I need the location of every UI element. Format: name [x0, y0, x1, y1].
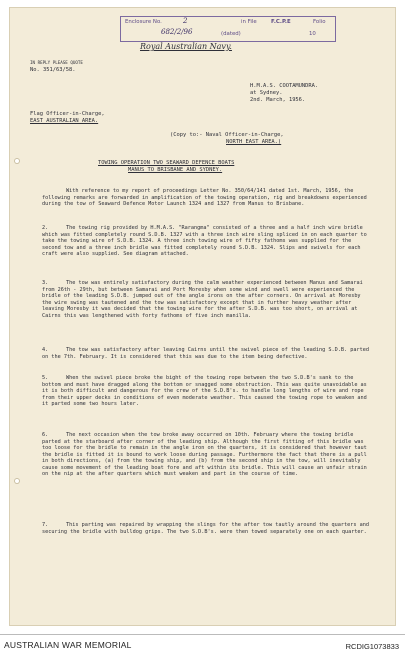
stamp-enclosure-label: Enclosure No.: [125, 19, 162, 25]
paragraph-intro: [42, 188, 372, 208]
location: at Sydney.: [250, 90, 283, 96]
addressee-line1: Flag Officer-in-Charge,: [30, 111, 105, 117]
letterhead: Royal Australian Navy.: [140, 42, 232, 51]
reference-number: No. 351/63/58.: [30, 67, 76, 73]
stamp-code: F.C.P.E: [271, 19, 291, 25]
stamp-folio-no: 10: [309, 31, 316, 37]
paragraph-number: 4.: [42, 347, 49, 353]
addressee-line2: EAST AUSTRALIAN AREA.: [30, 118, 99, 124]
footer-divider: [0, 634, 405, 635]
stamp-file-label: in File: [241, 19, 257, 25]
stamp-file-extra: (dated): [221, 31, 241, 37]
paragraph-text: This parting was repaired by wrapping the slings for the after tow tautly around the quarters and securing the bridle with bulldog grips. The two S.D.B's. were then towed separately one on each quarter.: [42, 522, 369, 535]
subject-line1: TOWING OPERATION TWO SEAWARD DEFENCE BOATS: [98, 160, 235, 166]
paragraph-text: The tow was entirely satisfactory during the calm weather experienced between Manus and Samarai from 26th - 29th, but between Samarai and Port Moresby when some wind and swell were experienced the bridle of the leading S.D.B. jumped out of the angle irons on the after corners. On arrival at Moresby the wire swing was tautened and the tow was satisfactory except that in further heavy weather after leaving Moresby it was decided that the towing wire for the after S.D.B. was too short, on arrival at Cairns this was lengthened with forty fathoms of five inch manilla.: [42, 280, 363, 319]
paragraph-number: 7.: [42, 522, 49, 528]
paragraph-number: 6.: [42, 432, 49, 438]
paragraph-text: The tow was satisfactory after leaving Cairns until the swivel piece of the leading S.D.B. parted on the 7th. February. It is considered that this was due to the item being defective.: [42, 347, 369, 360]
letter-date: 2nd. March, 1956.: [250, 97, 306, 103]
ship-name: H.M.A.S. COOTAMUNDRA.: [250, 83, 319, 89]
punch-hole: [14, 478, 20, 484]
punch-hole: [14, 158, 20, 164]
registry-stamp: [120, 16, 336, 42]
paragraph-4: [42, 347, 372, 360]
stamp-file-ref: 682/2/96: [161, 28, 193, 36]
paragraph-text: The towing rig provided by H.M.A.S. "Rarangma" consisted of a three and a half inch wire bridle which was fitted completely round S.D.B. 1327 with a three inch wire sling spliced in on each quarter to take the towing wire of S.D.B. 1324. A three inch towing wire of fifty fathoms was supplied for the second tow and a three inch bridle was fitted completely round S.D.B. 1324. Slips and swivels for each craft were also supplied. See diagram attached.: [42, 225, 367, 257]
paragraph-7: [42, 522, 372, 535]
record-id: RCDIG1073833: [345, 642, 399, 651]
copy-to-line2: NORTH EAST AREA.): [226, 139, 282, 145]
paragraph-3: [42, 280, 372, 319]
document-page: [10, 8, 395, 625]
paragraph-number: 3.: [42, 280, 49, 286]
archive-name: AUSTRALIAN WAR MEMORIAL: [4, 640, 132, 650]
paragraph-2: [42, 225, 372, 258]
paragraph-6: [42, 432, 372, 478]
paragraph-text: When the swivel piece broke the bight of the towing rope between the two S.D.B's sank to the bottom and must have dragged along the bottom or snagged some obstruction. This was quite unavoidable as it is both difficult and dangerous for the crew of the S.D.B's. to handle long lengths of wire and rope from their upper decks in conditions of even moderate weather. This caused the towing rope to weaken and it parted some two hours later.: [42, 375, 367, 407]
subject-line2: MANUS TO BRISBANE AND SYDNEY.: [128, 167, 223, 173]
stamp-enclosure-no: 2: [183, 17, 188, 25]
paragraph-number: 5.: [42, 375, 49, 381]
copy-to-line1: (Copy to:- Naval Officer-in-Charge,: [170, 132, 284, 138]
paragraph-number: 2.: [42, 225, 49, 231]
paragraph-text: With reference to my report of proceedings Letter No. 350/64/141 dated 1st. March, 1956, the following remarks are forwarded in amplification of the towing operation, rig and breakdowns experienced during the tow of Seaward Defence Motor Launch 1324 and 1327 from Manus to Brisbane.: [42, 188, 367, 207]
paragraph-5: [42, 375, 372, 408]
stamp-folio-label: Folio: [313, 19, 326, 25]
reply-prefix: IN REPLY PLEASE QUOTE: [30, 60, 83, 65]
paragraph-text: The next occasion when the tow broke away occurred on 10th. February where the towing bridle parted at the starboard after corner of the leading ship. Although the first fitting of this bridle was too loose for the bridle to remain in the angle iron on the quarters, it is considered that however taut the bridle is fitted it is bound to work loose during passage. Furthermore the fact that there is a pull in both directions, (a) from the towing ship, and (b) from the second ship in the tow, will inevitably cause some movement of the leading boat fore and aft within its bridle. This will cause an unfair strain on the nip at the after quarters which must weaken and part in the course of time.: [42, 432, 367, 477]
